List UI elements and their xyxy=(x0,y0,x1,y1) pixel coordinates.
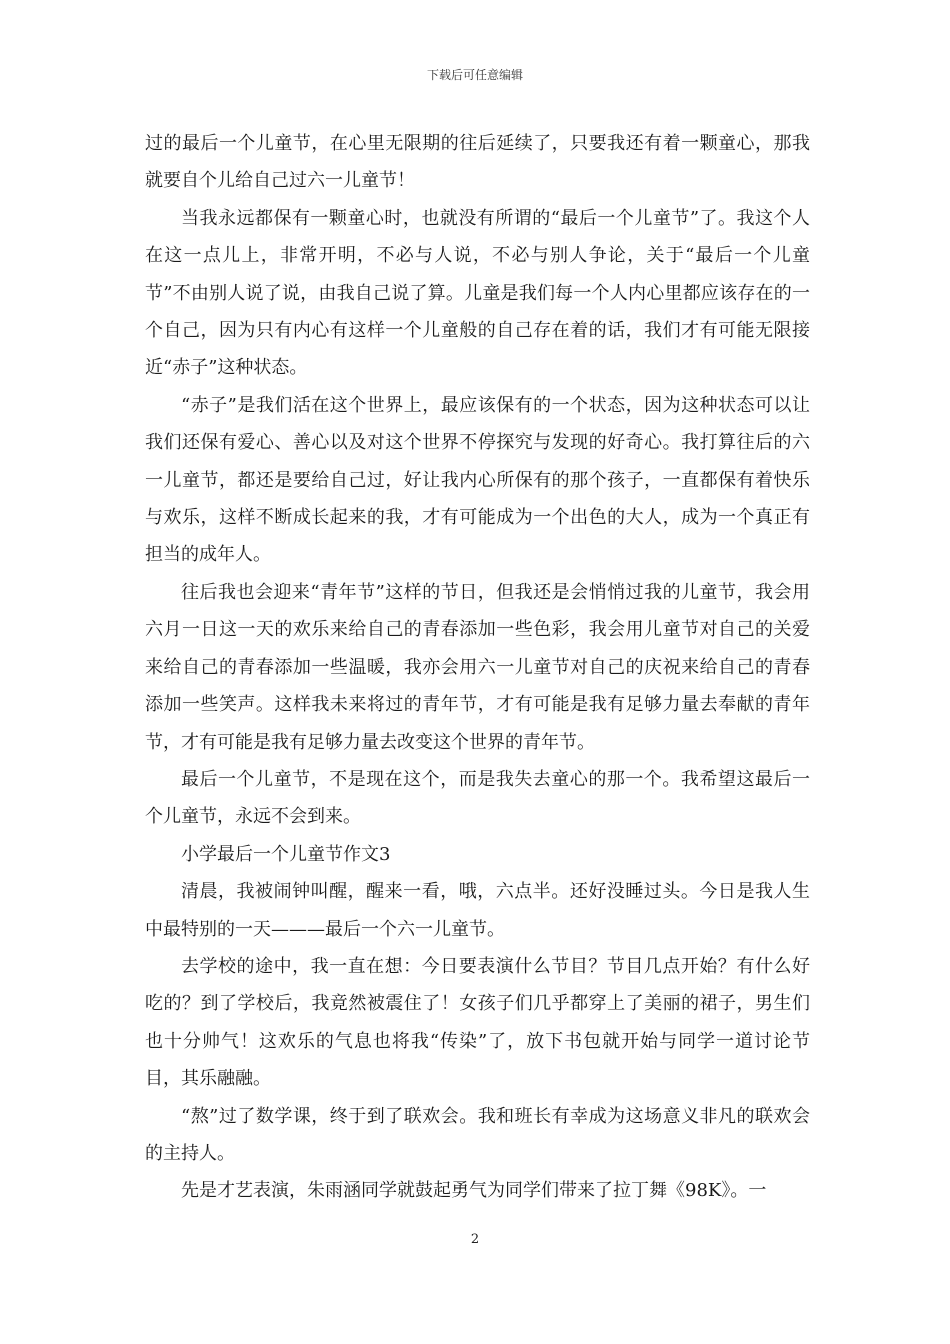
paragraph: 清晨，我被闹钟叫醒，醒来一看，哦，六点半。还好没睡过头。今日是我人生中最特别的一天———最后一个六一儿童节。 xyxy=(145,881,810,940)
document-body xyxy=(145,125,810,1210)
paragraph: 最后一个儿童节，不是现在这个，而是我失去童心的那一个。我希望这最后一个儿童节，永远不会到来。 xyxy=(145,768,810,828)
paragraph: 往后我也会迎来“青年节”这样的节日，但我还是会悄悄过我的儿童节，我会用六月一日这一天的欢乐来给自己的青春添加一些色彩，我会用儿童节对自己的关爱来给自己的青春添加一些温暖，我亦会用六一儿童节对自己的庆祝来给自己的青春添加一些笑声。这样我未来将过的青年节，才有可能是我有足够力量去奉献的青年节，才有可能是我有足够力量去改变这个世界的青年节。 xyxy=(145,581,810,753)
section-title: 小学最后一个儿童节作文3 xyxy=(181,843,391,865)
paragraph: 过的最后一个儿童节，在心里无限期的往后延续了，只要我还有着一颗童心，那我就要自个儿给自己过六一儿童节！ xyxy=(145,133,810,192)
paragraph: 去学校的途中，我一直在想：今日要表演什么节目？节目几点开始？有什么好吃的？到了学校后，我竟然被震住了！女孩子们几乎都穿上了美丽的裙子，男生们也十分帅气！这欢乐的气息也将我“传染”了，放下书包就开始与同学一道讨论节目，其乐融融。 xyxy=(145,955,810,1090)
paragraph: “赤子”是我们活在这个世界上，最应该保有的一个状态，因为这种状态可以让我们还保有爱心、善心以及对这个世界不停探究与发现的好奇心。我打算往后的六一儿童节，都还是要给自己过，好让我内心所保有的那个孩子，一直都保有着快乐与欢乐，这样不断成长起来的我，才有可能成为一个出色的大人，成为一个真正有担当的成年人。 xyxy=(145,394,810,566)
paragraph: 当我永远都保有一颗童心时，也就没有所谓的“最后一个儿童节”了。我这个人在这一点儿上，非常开明，不必与人说，不必与别人争论，关于“最后一个儿童节”不由别人说了说，由我自己说了算。儿童是我们每一个人内心里都应该存在的一个自己，因为只有内心有这样一个儿童般的自己存在着的话，我们才有可能无限接近“赤子”这种状态。 xyxy=(145,207,810,379)
paragraph: 先是才艺表演，朱雨涵同学就鼓起勇气为同学们带来了拉丁舞《98K》。一 xyxy=(181,1180,767,1202)
paragraph: “熬”过了数学课，终于到了联欢会。我和班长有幸成为这场意义非凡的联欢会的主持人。 xyxy=(145,1105,810,1164)
page-header: 下载后可任意编辑 xyxy=(426,68,523,82)
page-number: 2 xyxy=(470,1232,480,1247)
